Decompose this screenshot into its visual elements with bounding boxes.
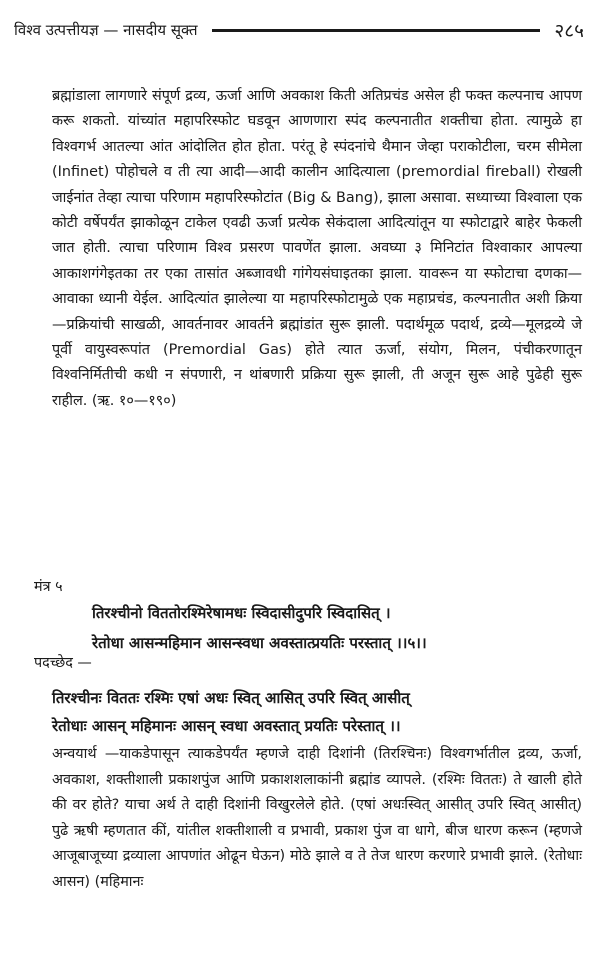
verse-block [92,598,582,658]
page-header [14,10,584,50]
page-number: २८५ [554,20,584,42]
padaccheda-line: रेतोधाः आसन् महिमानः आसन् स्वधा अवस्तात् प्रयतिः परेस्तात् ।। [52,717,401,735]
body-paragraph: ब्रह्मांडाला लागणारे संपूर्ण द्रव्य, ऊर्जा आणि अवकाश किती अतिप्रचंड असेल ही फक्त कल्पनाच आपण करू शकतो. यांच्यांत महापरिस्फोट घडवून आणणारा स्पंद कल्पनातीत शक्तीचा होता. त्यामुळे हा विश्वगर्भ आतल्या आंत आंदोलित होत होता. परंतू हे स्पंदनांचे थैमान जेव्हा पराकोटीला, चरम सीमेला (Infinet) पोहोचले व ती त्या आदी—आदी कालीन आदित्याला (premordial fireball) रोखली जाईनांत तेव्हा त्याचा परिणाम महापरिस्फोटांत (Big & Bang), झाला असावा. सध्याच्या विश्वाला एक कोटी वर्षेपर्यंत झाकोळून टाकेल एवढी ऊर्जा प्रत्येक सेकंदाला आदित्यांतून या स्फोटाद्वारे बाहेर फेकली जात होती. त्याचा परिणाम विश्व प्रसरण पावणेंत झाला. अवघ्या ३ मिनिटांत विश्वाकार आपल्या आकाशगंगेइतका तर एका तासांत अब्जावधी गांगेयसंघाइतका झाला. यावरून या स्फोटाचा दणका—आवाका ध्यानी येईल. आदित्यांत झालेल्या या महापरिस्फोटामुळे एक महाप्रचंड, कल्पनातीत अशी क्रिया—प्रक्रियांची साखळी, आवर्तनावर आवर्तने ब्रह्मांडांत सुरू झाली. पदार्थमूळ पदार्थ, द्रव्ये—मूलद्रव्ये जे पूर्वी वायुस्वरूपांत (Premordial Gas) होते त्यात ऊर्जा, संयोग, मिलन, पंचीकरणातून विश्वनिर्मितीची कधी न संपणारी, न थांबणारी प्रक्रिया सुरू झाली, ती अजून सुरू आहे पुढेही सुरू राहील. (ऋ. १०—१९०) [52,88,582,409]
padaccheda-label: पदच्छेद — [34,655,92,671]
header-rule [212,29,541,32]
anvaya-block [52,742,582,895]
padaccheda-block [52,684,582,740]
anvaya-paragraph: अन्वयार्थ —याकडेपासून त्याकडेपर्यंत म्हणजे दाही दिशांनी (तिरश्चिनः) विश्वगर्भातील द्रव्य, ऊर्जा, अवकाश, शक्तीशाली प्रकाशपुंज आणि प्रकाशशलाकांनी ब्रह्मांड व्यापले. (रश्मिः विततः) ते खाली होते की वर होते? याचा अर्थ ते दाही दिशांनी विखुरलेले होते. (एषां अधःस्वित् आसीत् उपरि स्वित् आसीत्) पुढे ऋषी म्हणतात कीं, यांतील शक्तीशाली व प्रभावी, प्रकाश पुंज वा धागे, बीज धारण करून (म्हणजे आजूबाजूच्या द्रव्याला आपणांत ओढून घेऊन) मोठे झाले व ते तेज धारण करणारे प्रभावी झाले. (रेतोधाः आसन) (महिमानः [52,746,582,890]
mantra-label: मंत्र ५ [34,579,63,595]
verse-line: रेतोधा आसन्महिमान आसन्स्वधा अवस्तात्प्रयतिः परस्तात् ।।५।। [92,634,427,652]
verse-line: तिरश्चीनो विततोरश्मिरेषामधः स्विदासीदुपरि स्विदासित् । [92,604,391,622]
running-title: विश्व उत्पत्तीयज्ञ — नासदीय सूक्त [14,21,198,39]
padaccheda-line: तिरश्चीनः विततः रश्मिः एषां अधः स्वित् आसित् उपरि स्वित् आसीत् [52,689,410,707]
body-paragraph-block [52,84,582,414]
